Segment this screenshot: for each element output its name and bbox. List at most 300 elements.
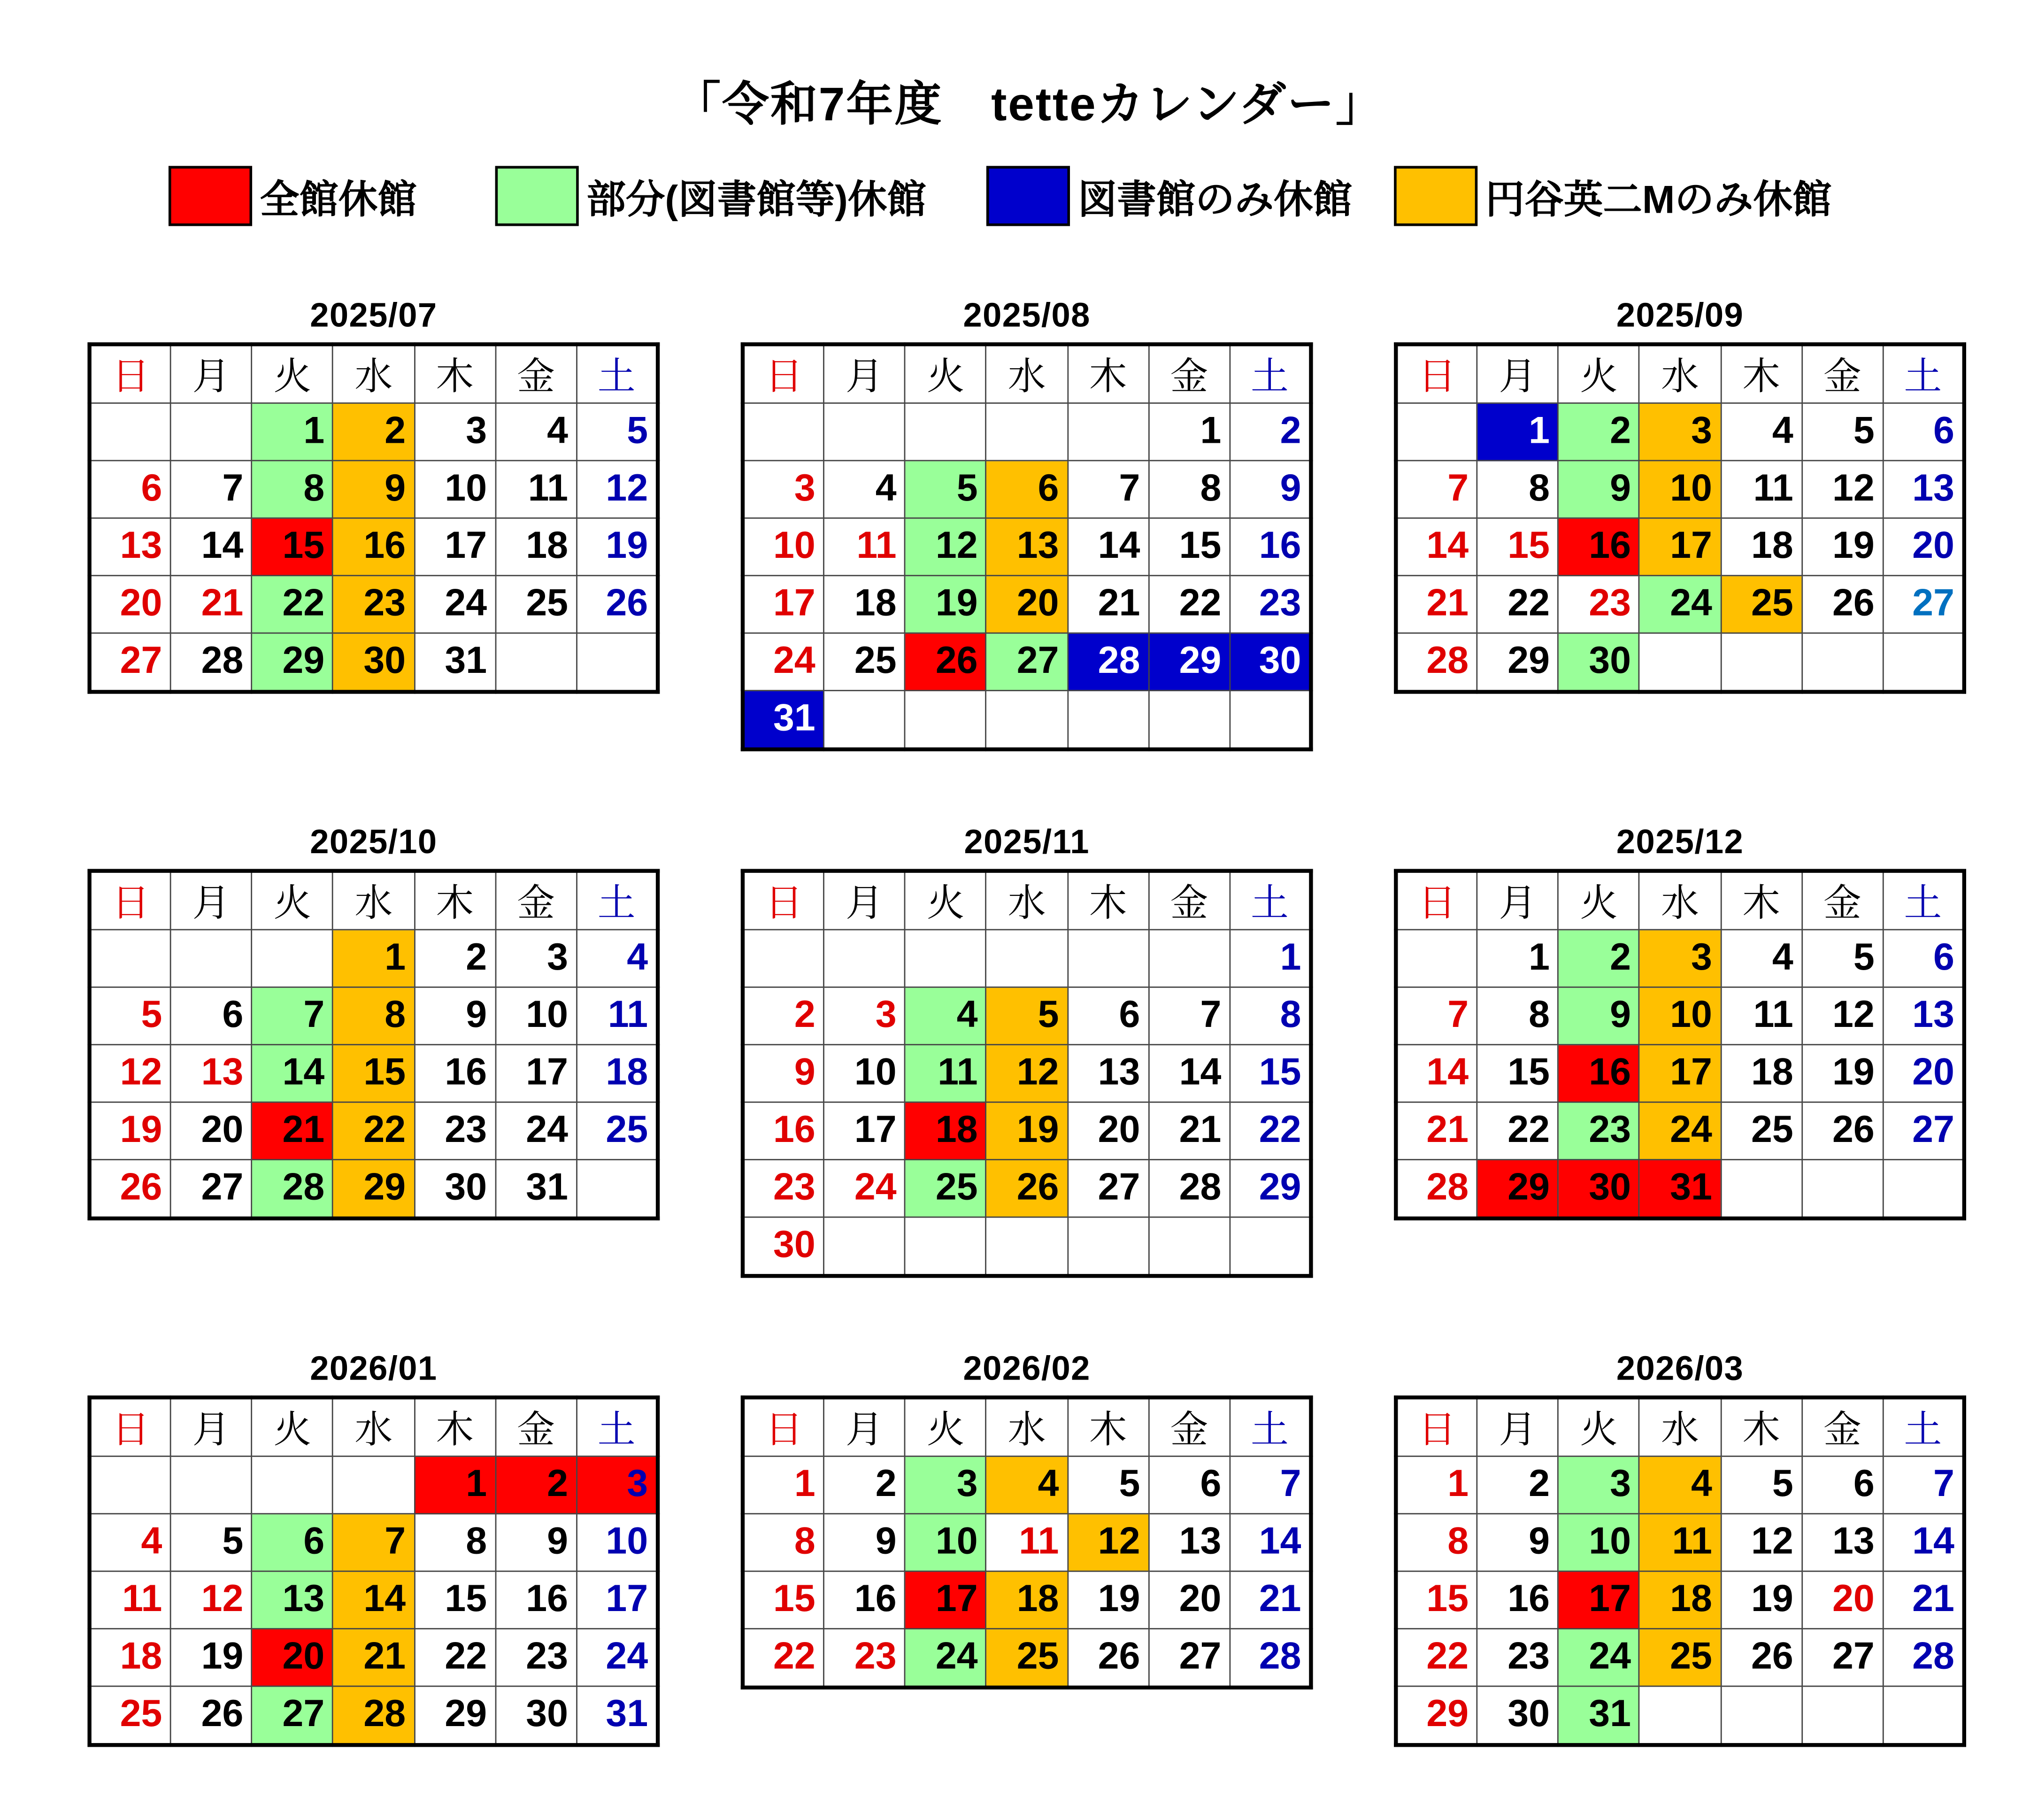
- day-cell: 5: [1802, 403, 1883, 460]
- month-2025-11: [741, 822, 1313, 1278]
- day-cell: 27: [171, 1160, 252, 1218]
- day-cell: 26: [577, 576, 658, 633]
- day-cell: 29: [1230, 1160, 1311, 1217]
- day-cell: 28: [1883, 1629, 1964, 1686]
- day-cell: 24: [495, 1102, 577, 1159]
- month-title: 2025/08: [963, 295, 1091, 335]
- day-cell: 27: [1883, 1102, 1964, 1159]
- weekday-header: 日: [1396, 344, 1477, 403]
- day-cell: 10: [495, 987, 577, 1044]
- day-cell: 5: [1802, 930, 1883, 987]
- day-cell: 18: [824, 576, 905, 633]
- day-cell: 15: [1149, 518, 1230, 575]
- week-row: [1396, 930, 1964, 987]
- day-cell: 17: [414, 518, 495, 575]
- week-row: [743, 1629, 1311, 1688]
- weekday-header: 月: [824, 1397, 905, 1456]
- weekday-header: 金: [1802, 344, 1883, 403]
- day-cell: 3: [743, 461, 824, 518]
- empty-cell: [1802, 1686, 1883, 1745]
- day-cell: 4: [495, 403, 577, 460]
- day-cell: 14: [1396, 1045, 1477, 1102]
- day-cell: 15: [414, 1571, 495, 1628]
- month-2025-07: [87, 295, 660, 694]
- day-cell: 20: [1883, 518, 1964, 575]
- day-cell: 23: [1558, 1102, 1639, 1159]
- weekday-header-row: [743, 871, 1311, 930]
- day-cell: 1: [743, 1456, 824, 1513]
- day-cell: 9: [743, 1045, 824, 1102]
- day-cell: 9: [1558, 987, 1639, 1044]
- week-row: [743, 576, 1311, 633]
- month-title: 2025/07: [310, 295, 438, 335]
- day-cell: 22: [1477, 576, 1558, 633]
- day-cell: 1: [1477, 403, 1558, 460]
- month-grid: [1394, 342, 1966, 694]
- weekday-header: 火: [905, 1397, 986, 1456]
- day-cell: 8: [1477, 987, 1558, 1044]
- empty-cell: [1396, 403, 1477, 460]
- day-cell: 10: [1639, 987, 1721, 1044]
- day-cell: 16: [333, 518, 414, 575]
- day-cell: 12: [577, 461, 658, 518]
- day-cell: 14: [171, 518, 252, 575]
- day-cell: 11: [90, 1571, 171, 1628]
- day-cell: 30: [333, 633, 414, 692]
- day-cell: 13: [1883, 461, 1964, 518]
- day-cell: 27: [1149, 1629, 1230, 1688]
- empty-cell: [252, 1456, 333, 1513]
- empty-cell: [824, 403, 905, 460]
- week-row: [743, 1217, 1311, 1276]
- weekday-header: 金: [1149, 1397, 1230, 1456]
- day-cell: 12: [986, 1045, 1068, 1102]
- day-cell: 25: [905, 1160, 986, 1217]
- weekday-header-row: [90, 871, 658, 930]
- day-cell: 22: [743, 1629, 824, 1688]
- day-cell: 2: [333, 403, 414, 460]
- day-cell: 3: [414, 403, 495, 460]
- weekday-header: 木: [414, 1397, 495, 1456]
- day-cell: 25: [577, 1102, 658, 1159]
- month-2025-08: [741, 295, 1313, 751]
- day-cell: 1: [1230, 930, 1311, 987]
- day-cell: 8: [414, 1514, 495, 1571]
- week-row: [90, 1629, 658, 1686]
- day-cell: 8: [333, 987, 414, 1044]
- day-cell: 7: [1396, 987, 1477, 1044]
- day-cell: 28: [333, 1686, 414, 1745]
- legend-swatch-museum-closure: [1394, 166, 1477, 226]
- weekday-header: 木: [1068, 871, 1149, 930]
- day-cell: 13: [90, 518, 171, 575]
- day-cell: 28: [1396, 1160, 1477, 1218]
- month-title: 2025/12: [1616, 822, 1744, 861]
- day-cell: 23: [1558, 576, 1639, 633]
- day-cell: 15: [1477, 518, 1558, 575]
- day-cell: 17: [577, 1571, 658, 1628]
- week-row: [90, 1160, 658, 1218]
- week-row: [90, 1514, 658, 1571]
- week-row: [90, 633, 658, 692]
- day-cell: 15: [1477, 1045, 1558, 1102]
- day-cell: 6: [1149, 1456, 1230, 1513]
- day-cell: 26: [905, 633, 986, 690]
- month-title: 2026/03: [1616, 1348, 1744, 1388]
- day-cell: 3: [495, 930, 577, 987]
- empty-cell: [577, 633, 658, 692]
- day-cell: 23: [414, 1102, 495, 1159]
- day-cell: 15: [252, 518, 333, 575]
- empty-cell: [743, 403, 824, 460]
- day-cell: 11: [577, 987, 658, 1044]
- day-cell: 6: [171, 987, 252, 1044]
- week-row: [90, 987, 658, 1044]
- day-cell: 23: [743, 1160, 824, 1217]
- legend-full-closure: [169, 166, 417, 226]
- day-cell: 14: [333, 1571, 414, 1628]
- empty-cell: [986, 691, 1068, 749]
- weekday-header: 水: [986, 1397, 1068, 1456]
- weekday-header: 金: [495, 344, 577, 403]
- weekday-header: 金: [1149, 871, 1230, 930]
- week-row: [743, 1571, 1311, 1628]
- day-cell: 21: [1883, 1571, 1964, 1628]
- day-cell: 5: [905, 461, 986, 518]
- day-cell: 11: [824, 518, 905, 575]
- day-cell: 15: [1230, 1045, 1311, 1102]
- weekday-header: 土: [577, 871, 658, 930]
- day-cell: 31: [1558, 1686, 1639, 1745]
- month-2026-03: [1394, 1349, 1966, 1747]
- day-cell: 9: [333, 461, 414, 518]
- weekday-header: 日: [743, 871, 824, 930]
- weekday-header: 水: [333, 1397, 414, 1456]
- day-cell: 19: [90, 1102, 171, 1159]
- day-cell: 7: [171, 461, 252, 518]
- weekday-header: 水: [986, 344, 1068, 403]
- month-title: 2025/10: [310, 822, 438, 861]
- empty-cell: [1149, 1217, 1230, 1276]
- day-cell: 5: [1068, 1456, 1149, 1513]
- day-cell: 10: [1558, 1514, 1639, 1571]
- empty-cell: [1883, 1160, 1964, 1218]
- month-2025-12: [1394, 822, 1966, 1220]
- empty-cell: [905, 930, 986, 987]
- day-cell: 18: [1721, 518, 1802, 575]
- day-cell: 15: [743, 1571, 824, 1628]
- day-cell: 9: [495, 1514, 577, 1571]
- day-cell: 9: [1477, 1514, 1558, 1571]
- week-row: [1396, 403, 1964, 460]
- weekday-header: 木: [1068, 344, 1149, 403]
- day-cell: 31: [414, 633, 495, 692]
- weekday-header-row: [1396, 344, 1964, 403]
- day-cell: 21: [333, 1629, 414, 1686]
- empty-cell: [1068, 1217, 1149, 1276]
- legend-label: 図書館のみ休館: [1077, 179, 1353, 223]
- weekday-header: 月: [824, 871, 905, 930]
- weekday-header: 日: [743, 1397, 824, 1456]
- legend-label: 部分(図書館等)休館: [586, 179, 926, 223]
- day-cell: 31: [1639, 1160, 1721, 1218]
- day-cell: 4: [824, 461, 905, 518]
- day-cell: 26: [171, 1686, 252, 1745]
- empty-cell: [171, 1456, 252, 1513]
- day-cell: 23: [333, 576, 414, 633]
- day-cell: 1: [252, 403, 333, 460]
- day-cell: 6: [252, 1514, 333, 1571]
- day-cell: 30: [743, 1217, 824, 1276]
- day-cell: 29: [333, 1160, 414, 1218]
- day-cell: 19: [171, 1629, 252, 1686]
- empty-cell: [1721, 1686, 1802, 1745]
- empty-cell: [1721, 633, 1802, 692]
- weekday-header: 金: [495, 1397, 577, 1456]
- day-cell: 6: [1883, 403, 1964, 460]
- week-row: [743, 1045, 1311, 1102]
- empty-cell: [1149, 930, 1230, 987]
- weekday-header: 木: [1721, 1397, 1802, 1456]
- empty-cell: [333, 1456, 414, 1513]
- empty-cell: [824, 930, 905, 987]
- empty-cell: [90, 403, 171, 460]
- week-row: [90, 1686, 658, 1745]
- day-cell: 6: [90, 461, 171, 518]
- day-cell: 9: [1230, 461, 1311, 518]
- legend-library-closure: [986, 166, 1352, 226]
- day-cell: 10: [905, 1514, 986, 1571]
- weekday-header-row: [90, 344, 658, 403]
- weekday-header: 月: [171, 871, 252, 930]
- day-cell: 16: [414, 1045, 495, 1102]
- month-2025-10: [87, 822, 660, 1220]
- month-title: 2026/01: [310, 1348, 438, 1388]
- day-cell: 30: [414, 1160, 495, 1218]
- week-row: [1396, 576, 1964, 633]
- day-cell: 29: [1396, 1686, 1477, 1745]
- day-cell: 14: [1396, 518, 1477, 575]
- empty-cell: [1068, 691, 1149, 749]
- weekday-header: 土: [1883, 871, 1964, 930]
- day-cell: 13: [1802, 1514, 1883, 1571]
- day-cell: 12: [1802, 461, 1883, 518]
- week-row: [743, 987, 1311, 1044]
- week-row: [743, 403, 1311, 460]
- day-cell: 15: [333, 1045, 414, 1102]
- month-title: 2026/02: [963, 1348, 1091, 1388]
- day-cell: 23: [824, 1629, 905, 1688]
- day-cell: 13: [171, 1045, 252, 1102]
- day-cell: 22: [333, 1102, 414, 1159]
- day-cell: 3: [1558, 1456, 1639, 1513]
- day-cell: 8: [1230, 987, 1311, 1044]
- day-cell: 3: [1639, 930, 1721, 987]
- day-cell: 12: [1802, 987, 1883, 1044]
- day-cell: 19: [986, 1102, 1068, 1159]
- day-cell: 1: [1149, 403, 1230, 460]
- empty-cell: [495, 633, 577, 692]
- weekday-header-row: [1396, 871, 1964, 930]
- empty-cell: [1639, 633, 1721, 692]
- day-cell: 6: [986, 461, 1068, 518]
- day-cell: 14: [1230, 1514, 1311, 1571]
- weekday-header: 土: [577, 344, 658, 403]
- day-cell: 31: [743, 691, 824, 749]
- weekday-header: 金: [1802, 871, 1883, 930]
- page-title: 「令和7年度 tetteカレンダー」: [673, 77, 1384, 131]
- day-cell: 21: [1068, 576, 1149, 633]
- day-cell: 3: [1639, 403, 1721, 460]
- day-cell: 20: [252, 1629, 333, 1686]
- empty-cell: [905, 403, 986, 460]
- day-cell: 28: [1068, 633, 1149, 690]
- week-row: [743, 930, 1311, 987]
- month-title: 2025/11: [964, 822, 1090, 861]
- day-cell: 24: [1558, 1629, 1639, 1686]
- day-cell: 14: [1149, 1045, 1230, 1102]
- day-cell: 1: [333, 930, 414, 987]
- day-cell: 29: [414, 1686, 495, 1745]
- day-cell: 22: [252, 576, 333, 633]
- day-cell: 25: [495, 576, 577, 633]
- day-cell: 25: [824, 633, 905, 690]
- weekday-header: 火: [1558, 344, 1639, 403]
- weekday-header-row: [743, 1397, 1311, 1456]
- day-cell: 10: [1639, 461, 1721, 518]
- month-grid: [1394, 869, 1966, 1220]
- month-2025-09: [1394, 295, 1966, 694]
- day-cell: 27: [90, 633, 171, 692]
- empty-cell: [1230, 1217, 1311, 1276]
- day-cell: 4: [577, 930, 658, 987]
- day-cell: 14: [252, 1045, 333, 1102]
- day-cell: 1: [1477, 930, 1558, 987]
- day-cell: 25: [1639, 1629, 1721, 1686]
- legend-swatch-library-closure: [986, 166, 1070, 226]
- day-cell: 20: [1883, 1045, 1964, 1102]
- month-grid: [1394, 1396, 1966, 1747]
- day-cell: 20: [1149, 1571, 1230, 1628]
- weekday-header: 水: [1639, 1397, 1721, 1456]
- day-cell: 2: [824, 1456, 905, 1513]
- week-row: [1396, 1160, 1964, 1218]
- day-cell: 1: [1396, 1456, 1477, 1513]
- empty-cell: [1802, 633, 1883, 692]
- week-row: [90, 576, 658, 633]
- empty-cell: [1883, 1686, 1964, 1745]
- day-cell: 29: [252, 633, 333, 692]
- day-cell: 26: [1802, 1102, 1883, 1159]
- day-cell: 14: [1068, 518, 1149, 575]
- day-cell: 20: [986, 576, 1068, 633]
- weekday-header: 金: [1802, 1397, 1883, 1456]
- week-row: [1396, 1629, 1964, 1686]
- day-cell: 17: [743, 576, 824, 633]
- weekday-header-row: [743, 344, 1311, 403]
- weekday-header: 土: [1230, 344, 1311, 403]
- day-cell: 9: [1558, 461, 1639, 518]
- day-cell: 26: [986, 1160, 1068, 1217]
- weekday-header: 火: [252, 344, 333, 403]
- week-row: [1396, 987, 1964, 1044]
- day-cell: 27: [1883, 576, 1964, 633]
- day-cell: 18: [1639, 1571, 1721, 1628]
- day-cell: 12: [1721, 1514, 1802, 1571]
- day-cell: 7: [1068, 461, 1149, 518]
- week-row: [1396, 633, 1964, 692]
- day-cell: 6: [1802, 1456, 1883, 1513]
- day-cell: 17: [905, 1571, 986, 1628]
- day-cell: 26: [1721, 1629, 1802, 1686]
- day-cell: 30: [495, 1686, 577, 1745]
- weekday-header: 火: [1558, 1397, 1639, 1456]
- day-cell: 12: [1068, 1514, 1149, 1571]
- week-row: [743, 633, 1311, 690]
- day-cell: 24: [743, 633, 824, 690]
- day-cell: 21: [1230, 1571, 1311, 1628]
- day-cell: 24: [905, 1629, 986, 1688]
- day-cell: 28: [1149, 1160, 1230, 1217]
- weekday-header: 火: [1558, 871, 1639, 930]
- day-cell: 10: [414, 461, 495, 518]
- day-cell: 12: [171, 1571, 252, 1628]
- weekday-header: 木: [414, 871, 495, 930]
- day-cell: 4: [90, 1514, 171, 1571]
- day-cell: 13: [252, 1571, 333, 1628]
- day-cell: 30: [1558, 633, 1639, 692]
- day-cell: 29: [1477, 633, 1558, 692]
- month-2026-01: [87, 1349, 660, 1747]
- weekday-header-row: [90, 1397, 658, 1456]
- weekday-header: 月: [1477, 871, 1558, 930]
- month-title: 2025/09: [1616, 295, 1744, 335]
- day-cell: 24: [824, 1160, 905, 1217]
- day-cell: 3: [905, 1456, 986, 1513]
- day-cell: 11: [986, 1514, 1068, 1571]
- weekday-header: 日: [743, 344, 824, 403]
- day-cell: 24: [414, 576, 495, 633]
- day-cell: 21: [252, 1102, 333, 1159]
- day-cell: 8: [1477, 461, 1558, 518]
- day-cell: 15: [1396, 1571, 1477, 1628]
- day-cell: 11: [1721, 461, 1802, 518]
- week-row: [1396, 1456, 1964, 1513]
- day-cell: 19: [1068, 1571, 1149, 1628]
- day-cell: 25: [1721, 1102, 1802, 1159]
- day-cell: 18: [986, 1571, 1068, 1628]
- day-cell: 25: [986, 1629, 1068, 1688]
- day-cell: 17: [495, 1045, 577, 1102]
- day-cell: 30: [1230, 633, 1311, 690]
- week-row: [1396, 1686, 1964, 1745]
- day-cell: 13: [1149, 1514, 1230, 1571]
- weekday-header: 火: [252, 871, 333, 930]
- day-cell: 5: [577, 403, 658, 460]
- day-cell: 5: [986, 987, 1068, 1044]
- week-row: [1396, 461, 1964, 518]
- day-cell: 22: [1230, 1102, 1311, 1159]
- day-cell: 28: [252, 1160, 333, 1218]
- day-cell: 17: [1558, 1571, 1639, 1628]
- week-row: [1396, 1045, 1964, 1102]
- month-2026-02: [741, 1349, 1313, 1689]
- day-cell: 25: [1721, 576, 1802, 633]
- weekday-header: 火: [905, 344, 986, 403]
- day-cell: 22: [1477, 1102, 1558, 1159]
- month-grid: [741, 869, 1313, 1278]
- empty-cell: [1639, 1686, 1721, 1745]
